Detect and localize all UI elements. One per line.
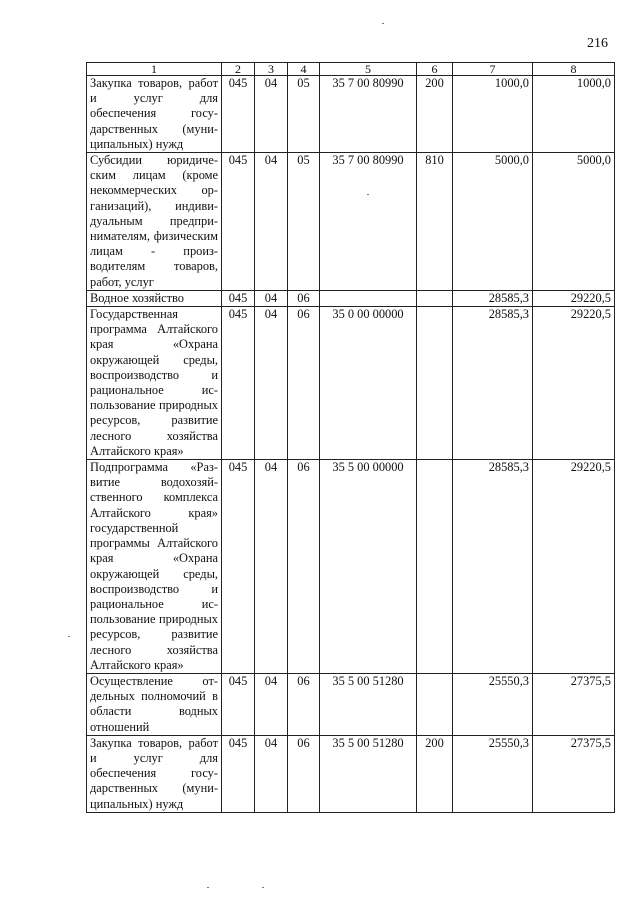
table-row — [87, 735, 615, 812]
row-name: Подпрограмма «Развитие водохозяйственного комплекса Алтайского края» государственной программы Алтайского края «Охрана окружающей среды, воспроизводство и рациональное использование природных ресурсов, развитие лесного хозяйства Алтайского края» — [87, 460, 222, 674]
page-number: 216 — [587, 36, 608, 51]
row-amount-col7: 28585,3 — [453, 307, 533, 460]
row-amount-col7: 1000,0 — [453, 76, 533, 153]
col-header-2: 2 — [222, 63, 255, 76]
row-name: Государственная программа Алтайского края «Охрана окружающей среды, воспроизводство и рациональное использование природных ресурсов, развитие лесного хозяйства Алтайского края» — [87, 307, 222, 460]
scan-speck — [68, 636, 70, 637]
row-target-article: 35 7 00 80990 — [320, 76, 417, 153]
row-amount-col8: 29220,5 — [533, 290, 615, 306]
row-amount-col8: 5000,0 — [533, 153, 615, 291]
col-header-3: 3 — [255, 63, 288, 76]
row-subsection-code: 06 — [288, 673, 320, 735]
row-target-article: 35 5 00 51280 — [320, 673, 417, 735]
scan-speck — [207, 887, 209, 888]
row-amount-col8: 1000,0 — [533, 76, 615, 153]
row-subsection-code: 06 — [288, 290, 320, 306]
row-expense-type — [417, 307, 453, 460]
row-amount-col7: 25550,3 — [453, 735, 533, 812]
col-header-7: 7 — [453, 63, 533, 76]
row-amount-col7: 25550,3 — [453, 673, 533, 735]
row-expense-type: 810 — [417, 153, 453, 291]
row-name: Осуществление отдельных полномочий в области водных отношений — [87, 673, 222, 735]
row-section-code: 04 — [255, 673, 288, 735]
row-target-article: 35 5 00 00000 — [320, 460, 417, 674]
row-amount-col7: 5000,0 — [453, 153, 533, 291]
row-name: Водное хозяйство — [87, 290, 222, 306]
row-amount-col8: 27375,5 — [533, 735, 615, 812]
row-name: Субсидии юридическим лицам (кроме некоммерческих организаций), индивидуальным предпринимателям, физическим лицам - производителям товаров, работ, услуг — [87, 153, 222, 291]
col-header-8: 8 — [533, 63, 615, 76]
row-expense-type — [417, 460, 453, 674]
table-row — [87, 307, 615, 460]
row-amount-col7: 28585,3 — [453, 460, 533, 674]
row-name: Закупка товаров, работ и услуг для обеспечения государственных (муниципальных) нужд — [87, 76, 222, 153]
table-row — [87, 460, 615, 674]
col-header-4: 4 — [288, 63, 320, 76]
scan-speck — [367, 194, 369, 195]
row-section-code: 04 — [255, 290, 288, 306]
row-subsection-code: 05 — [288, 153, 320, 291]
table-row — [87, 153, 615, 291]
row-section-code: 04 — [255, 460, 288, 674]
row-section-code: 04 — [255, 76, 288, 153]
row-subsection-code: 06 — [288, 460, 320, 674]
row-amount-col8: 27375,5 — [533, 673, 615, 735]
table-row — [87, 673, 615, 735]
table-row — [87, 290, 615, 306]
row-ministry-code: 045 — [222, 460, 255, 674]
row-target-article: 35 0 00 00000 — [320, 307, 417, 460]
scan-speck — [382, 23, 384, 24]
budget-table — [86, 62, 615, 813]
row-section-code: 04 — [255, 307, 288, 460]
col-header-6: 6 — [417, 63, 453, 76]
row-amount-col8: 29220,5 — [533, 307, 615, 460]
row-expense-type — [417, 673, 453, 735]
row-ministry-code: 045 — [222, 307, 255, 460]
row-section-code: 04 — [255, 153, 288, 291]
table-row — [87, 76, 615, 153]
row-subsection-code: 06 — [288, 735, 320, 812]
col-header-5: 5 — [320, 63, 417, 76]
scan-speck — [262, 887, 264, 888]
row-ministry-code: 045 — [222, 76, 255, 153]
row-ministry-code: 045 — [222, 735, 255, 812]
row-subsection-code: 06 — [288, 307, 320, 460]
row-ministry-code: 045 — [222, 153, 255, 291]
col-header-1: 1 — [87, 63, 222, 76]
row-expense-type: 200 — [417, 76, 453, 153]
row-amount-col8: 29220,5 — [533, 460, 615, 674]
row-expense-type: 200 — [417, 735, 453, 812]
row-name: Закупка товаров, работ и услуг для обеспечения государственных (муниципальных) нужд — [87, 735, 222, 812]
row-target-article: 35 5 00 51280 — [320, 735, 417, 812]
row-ministry-code: 045 — [222, 290, 255, 306]
row-target-article — [320, 290, 417, 306]
row-section-code: 04 — [255, 735, 288, 812]
row-target-article: 35 7 00 80990 — [320, 153, 417, 291]
row-expense-type — [417, 290, 453, 306]
row-amount-col7: 28585,3 — [453, 290, 533, 306]
row-ministry-code: 045 — [222, 673, 255, 735]
header-row — [87, 63, 615, 76]
row-subsection-code: 05 — [288, 76, 320, 153]
